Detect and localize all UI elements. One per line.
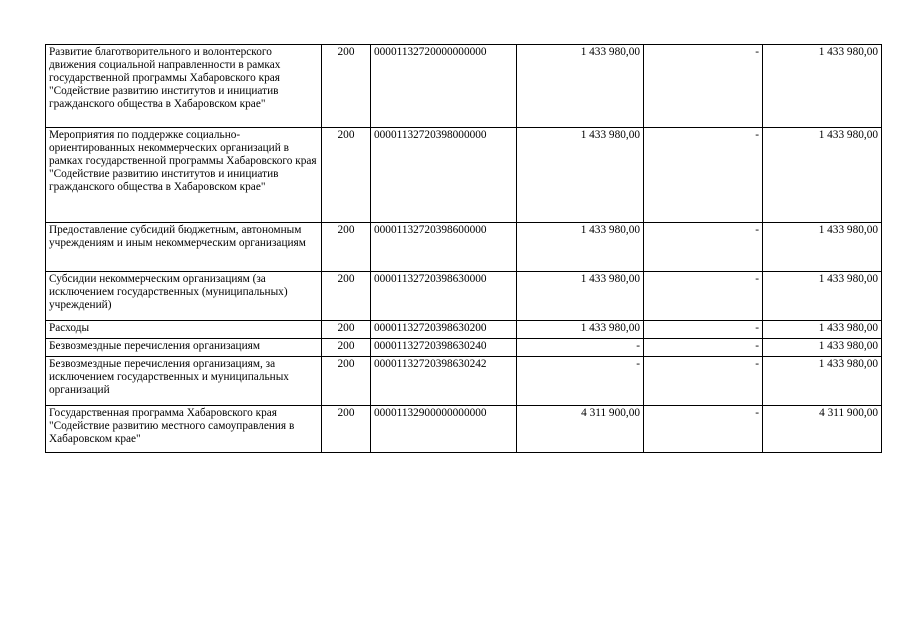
row-name-cell: Развитие благотворительного и волонтерского движения социальной направленности в рамках государственной программы Хабаровского края "Содействие развитию институтов и инициатив гражданского общества в Хабаровском крае" bbox=[46, 45, 322, 128]
row-planned-cell: - bbox=[517, 357, 644, 406]
row-remaining-cell: 1 433 980,00 bbox=[763, 272, 882, 321]
row-executed-cell: - bbox=[644, 406, 763, 453]
row-planned-cell: 1 433 980,00 bbox=[517, 321, 644, 339]
row-code-cell: 200 bbox=[322, 45, 371, 128]
row-code-cell: 200 bbox=[322, 223, 371, 272]
row-remaining-cell: 1 433 980,00 bbox=[763, 357, 882, 406]
row-name-cell: Безвозмездные перечисления организациям, за исключением государственных и муниципальных организаций bbox=[46, 357, 322, 406]
row-remaining-cell: 1 433 980,00 bbox=[763, 321, 882, 339]
row-remaining-cell: 1 433 980,00 bbox=[763, 45, 882, 128]
row-executed-cell: - bbox=[644, 339, 763, 357]
table-row bbox=[46, 321, 882, 339]
row-planned-cell: 1 433 980,00 bbox=[517, 128, 644, 223]
budget-table bbox=[45, 44, 882, 453]
row-remaining-cell: 4 311 900,00 bbox=[763, 406, 882, 453]
row-classification-cell: 00001132720398630242 bbox=[371, 357, 517, 406]
row-code-cell: 200 bbox=[322, 357, 371, 406]
table-row bbox=[46, 45, 882, 128]
row-classification-cell: 00001132720398630240 bbox=[371, 339, 517, 357]
row-planned-cell: 4 311 900,00 bbox=[517, 406, 644, 453]
table-row bbox=[46, 223, 882, 272]
row-code-cell: 200 bbox=[322, 272, 371, 321]
row-planned-cell: 1 433 980,00 bbox=[517, 272, 644, 321]
row-planned-cell: - bbox=[517, 339, 644, 357]
row-code-cell: 200 bbox=[322, 406, 371, 453]
row-planned-cell: 1 433 980,00 bbox=[517, 223, 644, 272]
table-row bbox=[46, 357, 882, 406]
row-name-cell: Государственная программа Хабаровского края "Содействие развитию местного самоуправления в Хабаровском крае" bbox=[46, 406, 322, 453]
row-executed-cell: - bbox=[644, 321, 763, 339]
row-classification-cell: 00001132720398000000 bbox=[371, 128, 517, 223]
row-classification-cell: 00001132720398600000 bbox=[371, 223, 517, 272]
table-row bbox=[46, 128, 882, 223]
row-executed-cell: - bbox=[644, 45, 763, 128]
table-row bbox=[46, 339, 882, 357]
row-code-cell: 200 bbox=[322, 128, 371, 223]
row-name-cell: Безвозмездные перечисления организациям bbox=[46, 339, 322, 357]
row-classification-cell: 00001132720398630200 bbox=[371, 321, 517, 339]
row-code-cell: 200 bbox=[322, 321, 371, 339]
row-remaining-cell: 1 433 980,00 bbox=[763, 339, 882, 357]
row-executed-cell: - bbox=[644, 357, 763, 406]
row-remaining-cell: 1 433 980,00 bbox=[763, 223, 882, 272]
table-row bbox=[46, 272, 882, 321]
row-name-cell: Субсидии некоммерческим организациям (за исключением государственных (муниципальных) учреждений) bbox=[46, 272, 322, 321]
row-classification-cell: 00001132900000000000 bbox=[371, 406, 517, 453]
row-executed-cell: - bbox=[644, 272, 763, 321]
row-classification-cell: 00001132720398630000 bbox=[371, 272, 517, 321]
row-classification-cell: 00001132720000000000 bbox=[371, 45, 517, 128]
row-remaining-cell: 1 433 980,00 bbox=[763, 128, 882, 223]
row-executed-cell: - bbox=[644, 223, 763, 272]
row-code-cell: 200 bbox=[322, 339, 371, 357]
row-executed-cell: - bbox=[644, 128, 763, 223]
table-row bbox=[46, 406, 882, 453]
row-name-cell: Расходы bbox=[46, 321, 322, 339]
row-name-cell: Мероприятия по поддержке социально-ориентированных некоммерческих организаций в рамках государственной программы Хабаровского края "Содействие развитию институтов и инициатив гражданского общества в Хабаровском крае" bbox=[46, 128, 322, 223]
row-name-cell: Предоставление субсидий бюджетным, автономным учреждениям и иным некоммерческим организациям bbox=[46, 223, 322, 272]
row-planned-cell: 1 433 980,00 bbox=[517, 45, 644, 128]
